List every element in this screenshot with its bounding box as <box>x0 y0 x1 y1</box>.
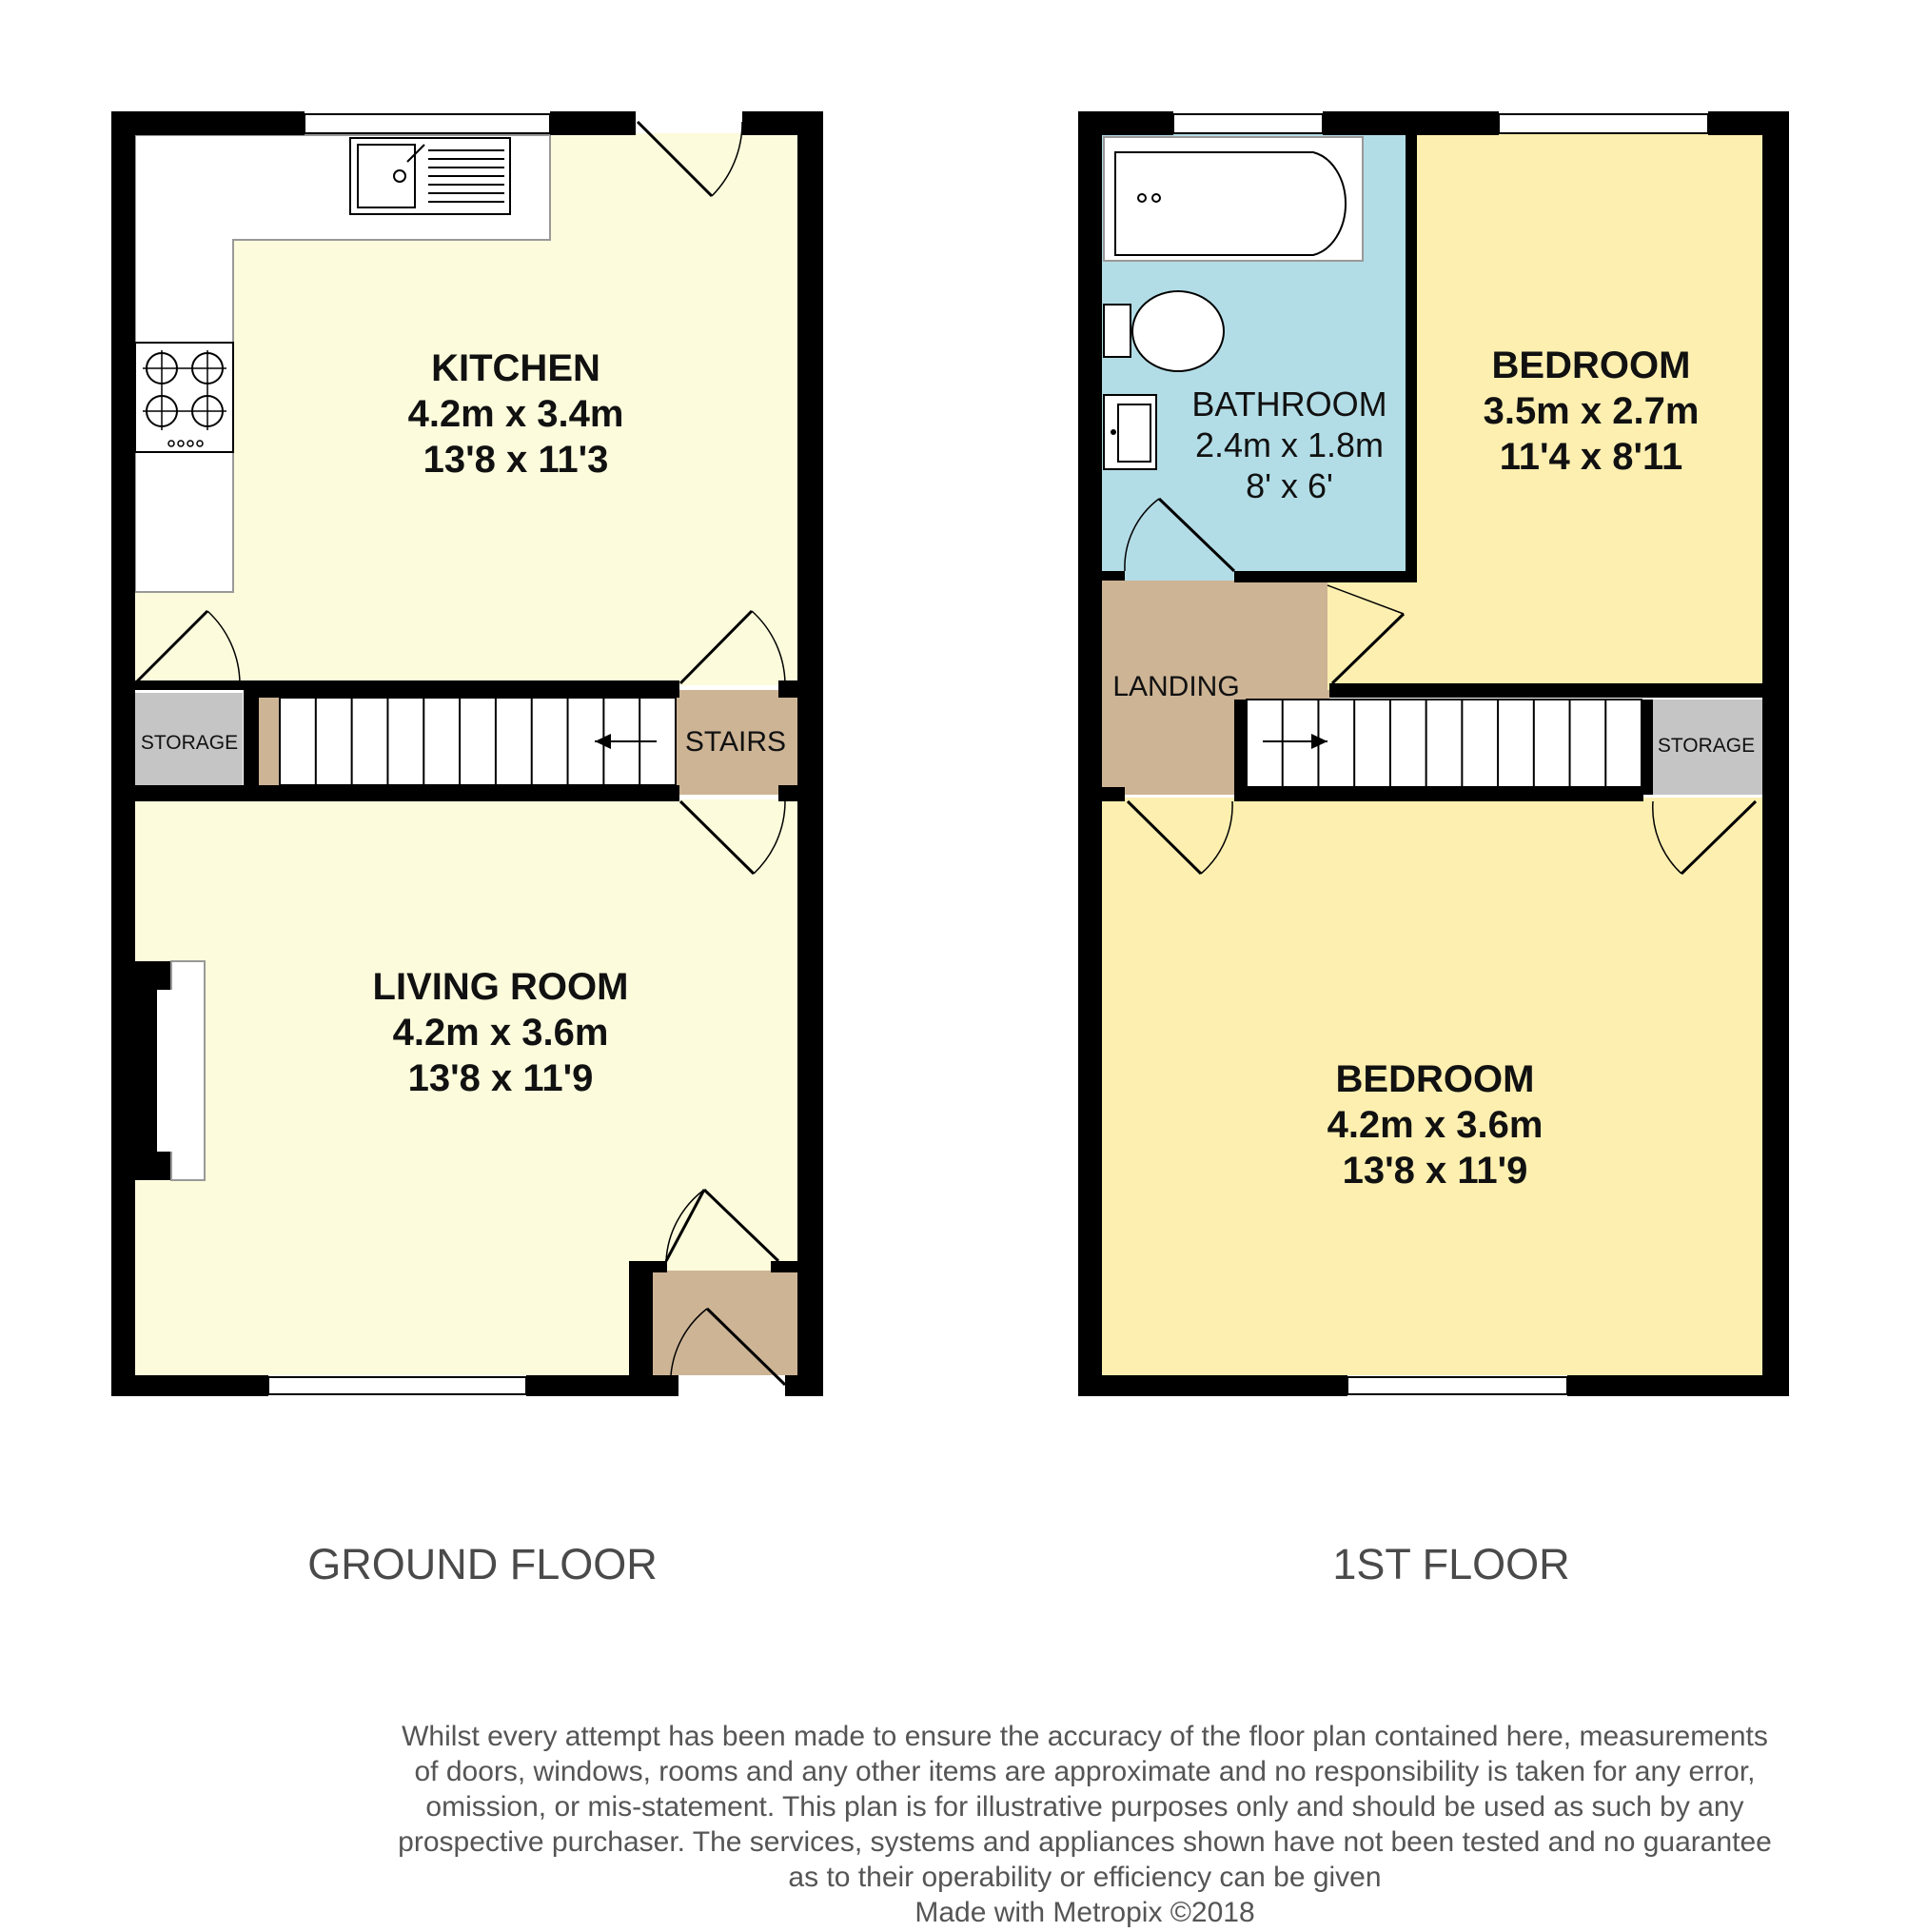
sink-icon <box>350 138 510 214</box>
small-bedroom-imperial: 11'4 x 8'11 <box>1499 436 1683 478</box>
bathtub-icon <box>1104 137 1363 261</box>
small-bedroom-name: BEDROOM <box>1491 345 1691 386</box>
disclaimer-line: Whilst every attempt has been made to ensure the accuracy of the floor plan contained here, measurements <box>402 1721 1768 1752</box>
kitchen-metric: 4.2m x 3.4m <box>407 393 624 435</box>
ground-floor-plan <box>111 111 823 1396</box>
disclaimer-line: of doors, windows, rooms and any other items are approximate and no responsibility is taken for any error, <box>414 1756 1756 1787</box>
bathroom-name: BATHROOM <box>1191 384 1387 424</box>
bathroom-metric: 2.4m x 1.8m <box>1194 425 1385 464</box>
living-room-name: LIVING ROOM <box>372 966 629 1008</box>
disclaimer-line: prospective purchaser. The services, systems and appliances shown have not been tested and no guarantee <box>398 1826 1772 1858</box>
ground-floor-title: GROUND FLOOR <box>307 1540 658 1588</box>
disclaimer-line: omission, or mis-statement. This plan is for illustrative purposes only and should be used as such by any <box>425 1791 1744 1823</box>
first-floor-title: 1ST FLOOR <box>1332 1540 1570 1588</box>
metropix-credit: Made with Metropix ©2018 <box>914 1897 1255 1928</box>
stair-foot <box>259 698 280 785</box>
fireplace-icon <box>133 961 205 1180</box>
bathroom-imperial: 8' x 6' <box>1246 466 1333 505</box>
large-bedroom-metric: 4.2m x 3.6m <box>1327 1104 1544 1146</box>
large-bedroom-imperial: 13'8 x 11'9 <box>1342 1150 1528 1192</box>
stairs-label: STAIRS <box>684 726 787 758</box>
gf-storage-label: STORAGE <box>140 732 239 754</box>
living-room-metric: 4.2m x 3.6m <box>392 1012 609 1054</box>
ff-staircase <box>1247 700 1642 787</box>
hob-icon <box>135 343 233 452</box>
ff-storage-label: STORAGE <box>1657 735 1756 757</box>
kitchen-name: KITCHEN <box>431 347 600 389</box>
staircase <box>280 698 676 785</box>
disclaimer <box>324 1719 1846 1930</box>
first-floor-plan <box>1078 111 1789 1396</box>
living-room-imperial: 13'8 x 11'9 <box>407 1057 594 1099</box>
landing-label: LANDING <box>1112 671 1240 702</box>
large-bedroom-name: BEDROOM <box>1335 1058 1535 1100</box>
disclaimer-line: as to their operability or efficiency can be given <box>788 1862 1382 1893</box>
kitchen-imperial: 13'8 x 11'3 <box>423 439 609 481</box>
basin-icon <box>1104 395 1156 469</box>
small-bedroom-metric: 3.5m x 2.7m <box>1483 390 1700 432</box>
